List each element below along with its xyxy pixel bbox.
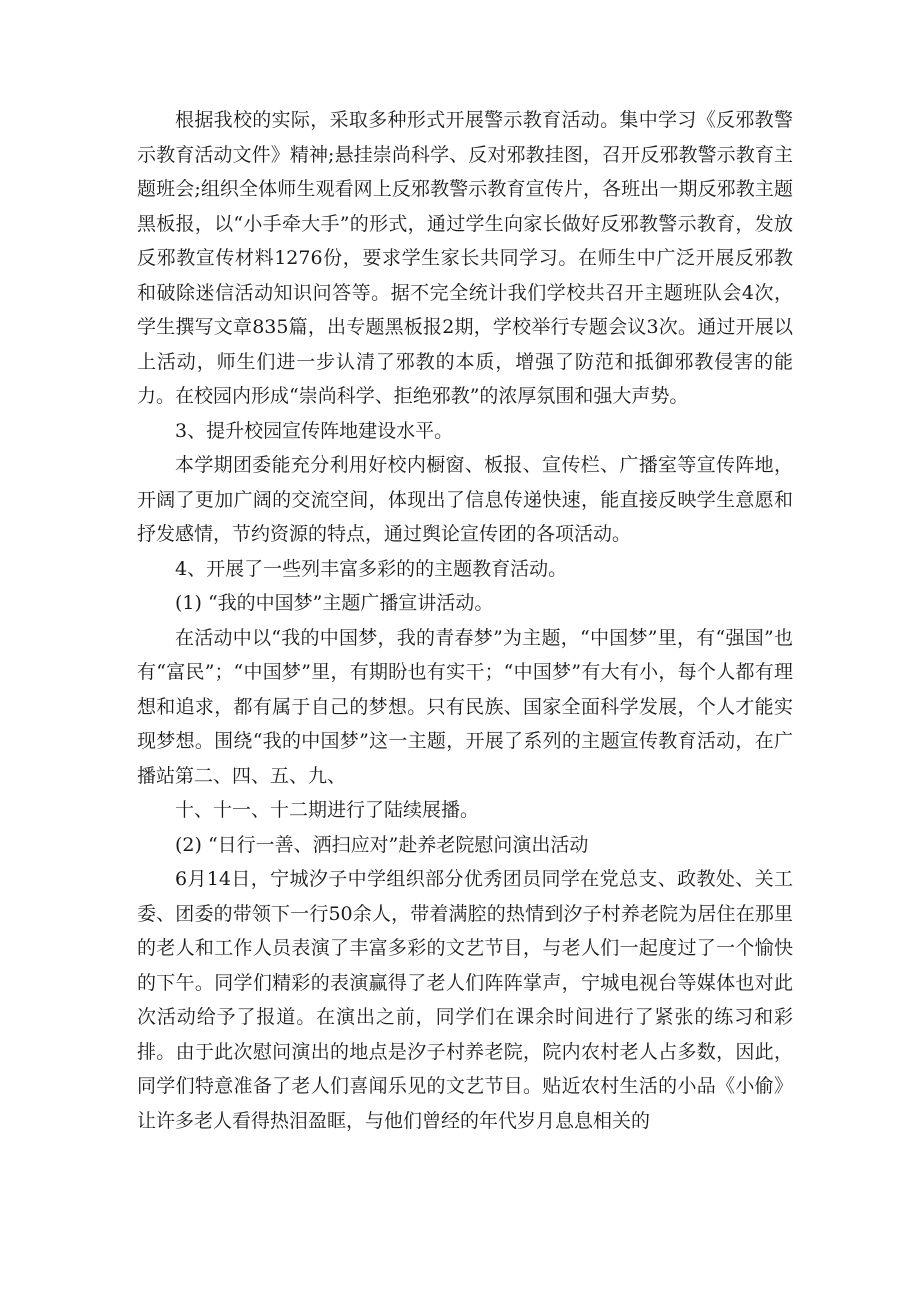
paragraph-broadcast-issues: 十、十一、十二期进行了陆续展播。 <box>175 799 480 821</box>
paragraph-propaganda-positions: 本学期团委能充分利用好校内橱窗、板报、宣传栏、广播室等宣传阵地，开阔了更加广阔的交流空间，体现出了信息传递快速，能直接反映学生意愿和抒发感情，节约资源的特点，通过舆论宣传团的各项活动。 <box>137 454 793 545</box>
paragraph-china-dream: 在活动中以“我的中国梦，我的青春梦”为主题，“中国梦”里，有“强国”也有“富民”；“中国梦”里，有期盼也有实干；“中国梦”有大有小，每个人都有理想和追求，都有属于自己的梦想。只有民族、国家全面科学发展，个人才能实现梦想。围绕“我的中国梦”这一主题，开展了系列的主题宣传教育活动，在广播站第二、四、五、九、 <box>137 626 793 787</box>
heading-4-themed-activities: 4、开展了一些列丰富多彩的的主题教育活动。 <box>175 557 568 580</box>
paragraph-anti-cult-education: 根据我校的实际，采取多种形式开展警示教育活动。集中学习《反邪教警示教育活动文件》精神;悬挂崇尚科学、反对邪教挂图，召开反邪教警示教育主题班会;组织全体师生观看网上反邪教警示教育宣传片，各班出一期反邪教主题黑板报，以“小手牵大手”的形式，通过学生向家长做好反邪教警示教育，发放反邪教宣传材料1276份，要求学生家长共同学习。在师生中广泛开展反邪教和破除迷信活动知识问答等。据不完全统计我们学校共召开主题班队会4次，学生撰写文章835篇，出专题黑板报2期，学校举行专题会议3次。通过开展以上活动，师生们进一步认清了邪教的本质，增强了防范和抵御邪教侵害的能力。在校园内形成“崇尚科学、拒绝邪教”的浓厚氛围和强大声势。 <box>137 109 793 407</box>
document-page <box>137 103 793 1138</box>
subheading-2-nursing-home: (2) “日行一善、洒扫应对”赴养老院慰问演出活动 <box>175 833 589 856</box>
paragraph-nursing-home: 6月14日，宁城汐子中学组织部分优秀团员同学在党总支、政教处、关工委、团委的带领下一行50余人，带着满腔的热情到汐子村养老院为居住在那里的老人和工作人员表演了丰富多彩的文艺节目，与老人们一起度过了一个愉快的下午。同学们精彩的表演赢得了老人们阵阵掌声，宁城电视台等媒体也对此次活动给予了报道。在演出之前，同学们在课余时间进行了紧张的练习和彩排。由于此次慰问演出的地点是汐子村养老院，院内农村老人占多数，因此，同学们特意准备了老人们喜闻乐见的文艺节目。贴近农村生活的小品《小偷》让许多老人看得热泪盈眶，与他们曾经的年代岁月息息相关的 <box>137 868 793 1132</box>
subheading-1-china-dream: (1) “我的中国梦”主题广播宣讲活动。 <box>175 592 494 614</box>
heading-3-propaganda-positions: 3、提升校园宣传阵地建设水平。 <box>175 419 454 442</box>
